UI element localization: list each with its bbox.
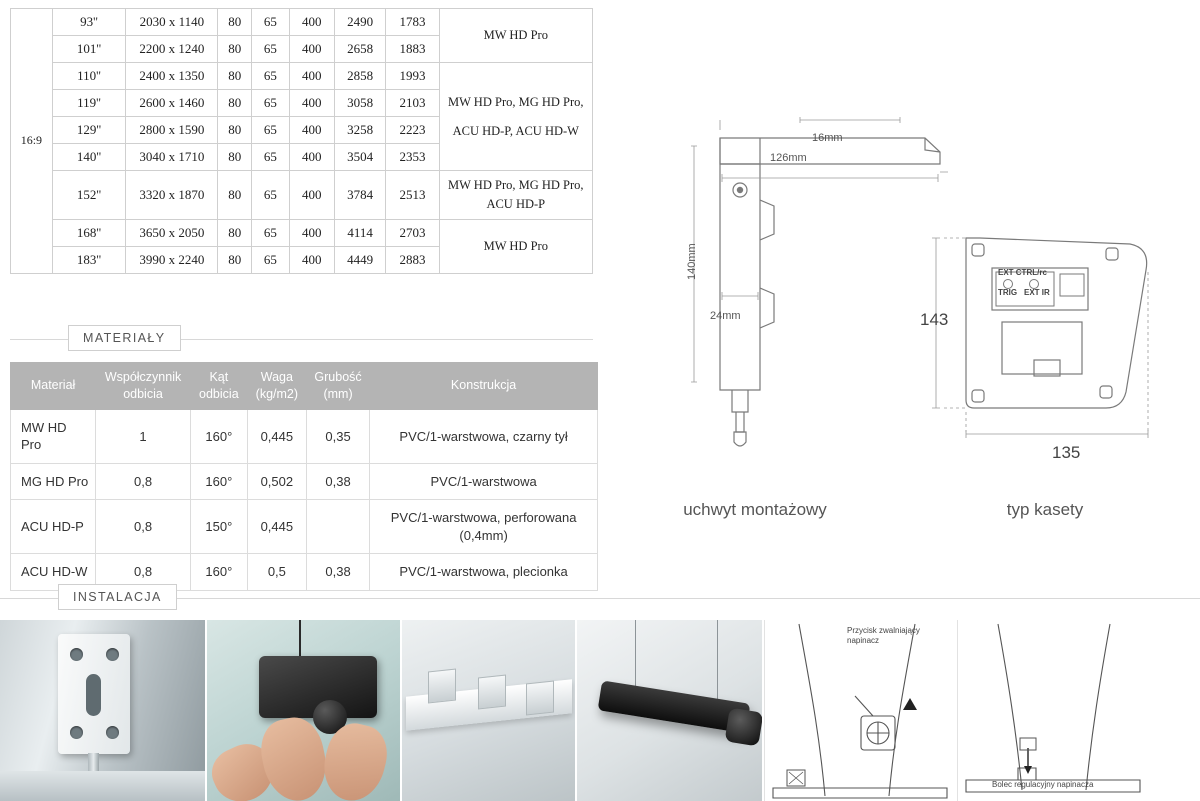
- header-line-2: odbicia: [199, 386, 239, 401]
- tension-pin-svg: [958, 620, 1148, 801]
- material-name: MW HD Pro: [11, 409, 96, 463]
- dimensions-cell: 3040 x 1710: [126, 144, 218, 171]
- value-c3: 400: [289, 90, 334, 117]
- model-line-1: MW HD Pro, MG HD Pro,: [448, 94, 584, 109]
- arrow-marker: [903, 698, 917, 710]
- header-line-1: Kąt: [209, 370, 229, 384]
- bracket-dim-24mm: 24mm: [710, 310, 741, 322]
- case-caption: typ kasety: [1006, 500, 1084, 519]
- diagonal-cell: 152'': [52, 171, 125, 220]
- wall-bracket-photo: [0, 620, 205, 801]
- heading-rule: [0, 598, 1200, 599]
- table-row: [11, 463, 598, 500]
- material-name: ACU HD-P: [11, 500, 96, 554]
- value-c2: 65: [252, 90, 289, 117]
- table-row: [11, 171, 593, 220]
- material-coefficient: 0,8: [96, 500, 191, 554]
- cord: [299, 620, 301, 660]
- table-row: [11, 63, 593, 90]
- value-width: 3784: [334, 171, 385, 220]
- mount-block: [478, 675, 506, 710]
- value-c3: 400: [289, 219, 334, 246]
- cassette-drawing: [910, 60, 1180, 460]
- tension-pin-label: Bolec regulacyjny napinacza: [992, 780, 1094, 789]
- model-cell: [439, 63, 592, 171]
- model-cell: MW HD Pro: [439, 219, 592, 273]
- header-line-2: odbicia: [123, 386, 163, 401]
- photo-foreground: [0, 771, 205, 801]
- materials-table-wrapper: [10, 362, 598, 591]
- bracket-dim-140mm: 140mm: [686, 243, 698, 280]
- installation-section-heading: [0, 584, 1200, 614]
- value-c3: 400: [289, 63, 334, 90]
- value-height: 1883: [386, 36, 439, 63]
- header-line-1: Waga: [260, 370, 293, 384]
- value-c2: 65: [252, 219, 289, 246]
- dimensions-cell: 2400 x 1350: [126, 63, 218, 90]
- bracket-hole: [70, 648, 83, 661]
- value-width: 2658: [334, 36, 385, 63]
- material-weight: 0,445: [247, 500, 306, 554]
- material-coefficient: 1: [96, 409, 191, 463]
- value-height: 2703: [386, 219, 439, 246]
- material-thickness: 0,38: [306, 554, 369, 591]
- value-height: 2103: [386, 90, 439, 117]
- material-construction: PVC/1-warstwowa, czarny tył: [370, 409, 598, 463]
- diagonal-cell: 140'': [52, 144, 125, 171]
- mount-block: [526, 681, 554, 716]
- value-c1: 80: [218, 90, 252, 117]
- material-name: ACU HD-W: [11, 554, 96, 591]
- table-row: [11, 409, 598, 463]
- installation-photo-strip: [0, 620, 1200, 801]
- bracket-hole: [106, 648, 119, 661]
- value-width: 4114: [334, 219, 385, 246]
- case-label-ext-ir: EXT IR: [1024, 288, 1050, 297]
- technical-drawings: [620, 40, 1190, 550]
- dimensions-cell: 3650 x 2050: [126, 219, 218, 246]
- bracket-plate: [58, 634, 130, 754]
- header-line-1: Współczynnik: [104, 370, 182, 384]
- installation-heading-label: INSTALACJA: [58, 584, 177, 610]
- material-name: MG HD Pro: [11, 463, 96, 500]
- value-c3: 400: [289, 144, 334, 171]
- case-label-trig: TRIG: [998, 288, 1018, 297]
- value-c3: 400: [289, 171, 334, 220]
- material-thickness: 0,35: [306, 409, 369, 463]
- material-construction: PVC/1-warstwowa, plecionka: [370, 554, 598, 591]
- value-width: 3058: [334, 90, 385, 117]
- material-construction: PVC/1-warstwowa: [370, 463, 598, 500]
- tension-pin-diagram: [957, 620, 1148, 801]
- column-header-material: [11, 363, 96, 410]
- value-c2: 65: [252, 9, 289, 36]
- bracket-dim-126mm: 126mm: [770, 152, 807, 164]
- material-weight: 0,445: [247, 409, 306, 463]
- bracket-hole: [70, 726, 83, 739]
- bar-end-cap: [725, 708, 762, 747]
- cassette-render-photo: [402, 620, 575, 801]
- value-c2: 65: [252, 246, 289, 273]
- dimensions-cell: 2800 x 1590: [126, 117, 218, 144]
- dimensions-cell: 2030 x 1140: [126, 9, 218, 36]
- value-c2: 65: [252, 171, 289, 220]
- material-angle: 160°: [190, 409, 247, 463]
- bracket-hole: [106, 726, 119, 739]
- value-c1: 80: [218, 219, 252, 246]
- model-cell: MW HD Pro: [439, 9, 592, 63]
- value-c2: 65: [252, 144, 289, 171]
- bracket-slot: [86, 674, 101, 716]
- dimensions-cell: 3990 x 2240: [126, 246, 218, 273]
- diagonal-cell: 93'': [52, 9, 125, 36]
- material-coefficient: 0,8: [96, 554, 191, 591]
- diagonal-cell: 101'': [52, 36, 125, 63]
- table-row: [11, 219, 593, 246]
- materials-section-heading: [10, 325, 593, 353]
- value-c1: 80: [218, 144, 252, 171]
- value-width: 2490: [334, 9, 385, 36]
- hanging-bar-photo: [577, 620, 762, 801]
- value-c1: 80: [218, 246, 252, 273]
- bracket-caption: uchwyt montażowy: [683, 500, 827, 519]
- value-c3: 400: [289, 36, 334, 63]
- value-c2: 65: [252, 117, 289, 144]
- arrow-marker: [1024, 766, 1032, 774]
- diagonal-cell: 110'': [52, 63, 125, 90]
- value-c1: 80: [218, 9, 252, 36]
- material-angle: 160°: [190, 554, 247, 591]
- materials-table: [10, 362, 598, 591]
- mount-block: [428, 669, 456, 704]
- material-thickness: 0,38: [306, 463, 369, 500]
- dimensions-cell: 2200 x 1240: [126, 36, 218, 63]
- model-cell: MW HD Pro, MG HD Pro, ACU HD-P: [439, 171, 592, 220]
- suspension-wire: [717, 620, 718, 706]
- value-c1: 80: [218, 171, 252, 220]
- material-thickness: [306, 500, 369, 554]
- table-header-row: [11, 363, 598, 410]
- aspect-ratio-cell: 16:9: [11, 9, 53, 274]
- value-c3: 400: [289, 117, 334, 144]
- value-height: 1993: [386, 63, 439, 90]
- diagonal-cell: 119'': [52, 90, 125, 117]
- value-c3: 400: [289, 9, 334, 36]
- value-c1: 80: [218, 63, 252, 90]
- value-c1: 80: [218, 117, 252, 144]
- sizes-table-wrapper: [10, 8, 593, 274]
- material-coefficient: 0,8: [96, 463, 191, 500]
- header-line-2: (kg/m2): [255, 386, 299, 401]
- dimensions-cell: 2600 x 1460: [126, 90, 218, 117]
- sizes-table: [10, 8, 593, 274]
- material-weight: 0,5: [247, 554, 306, 591]
- release-button-diagram: [764, 620, 955, 801]
- material-angle: 160°: [190, 463, 247, 500]
- release-button-label: Przycisk zwalniający napinacz: [847, 626, 920, 645]
- value-height: 1783: [386, 9, 439, 36]
- release-button-svg: [765, 620, 955, 801]
- diagonal-cell: 168'': [52, 219, 125, 246]
- material-angle: 150°: [190, 500, 247, 554]
- column-header-weight: [247, 363, 306, 410]
- model-line-2: ACU HD-P, ACU HD-W: [452, 123, 579, 138]
- diagonal-cell: 183'': [52, 246, 125, 273]
- value-height: 2223: [386, 117, 439, 144]
- value-c2: 65: [252, 63, 289, 90]
- value-height: 2883: [386, 246, 439, 273]
- value-c1: 80: [218, 36, 252, 63]
- value-c3: 400: [289, 246, 334, 273]
- header-line-1: Konstrukcja: [450, 378, 517, 393]
- bracket-dim-16mm: 16mm: [812, 132, 843, 144]
- materials-heading-label: MATERIAŁY: [68, 325, 181, 351]
- material-weight: 0,502: [247, 463, 306, 500]
- case-label-ext-ctrl: EXT CTRL/rc: [998, 268, 1047, 277]
- case-dim-width: 135: [1052, 443, 1081, 462]
- value-width: 3504: [334, 144, 385, 171]
- case-dim-height: 143: [920, 310, 949, 329]
- column-header-angle: [190, 363, 247, 410]
- table-row: [11, 9, 593, 36]
- value-height: 2513: [386, 171, 439, 220]
- diagonal-cell: 129'': [52, 117, 125, 144]
- value-c2: 65: [252, 36, 289, 63]
- value-width: 2858: [334, 63, 385, 90]
- header-line-1: Materiał: [30, 378, 76, 393]
- material-construction: PVC/1-warstwowa, perforowana (0,4mm): [370, 500, 598, 554]
- header-line-2: (mm): [323, 386, 353, 401]
- value-width: 3258: [334, 117, 385, 144]
- release-knob-photo: [207, 620, 400, 801]
- column-header-construction: [370, 363, 598, 410]
- value-width: 4449: [334, 246, 385, 273]
- column-header-thickness: [306, 363, 369, 410]
- dimensions-cell: 3320 x 1870: [126, 171, 218, 220]
- value-height: 2353: [386, 144, 439, 171]
- header-line-1: Grubość: [314, 370, 362, 384]
- table-row: [11, 500, 598, 554]
- column-header-coefficient: [96, 363, 191, 410]
